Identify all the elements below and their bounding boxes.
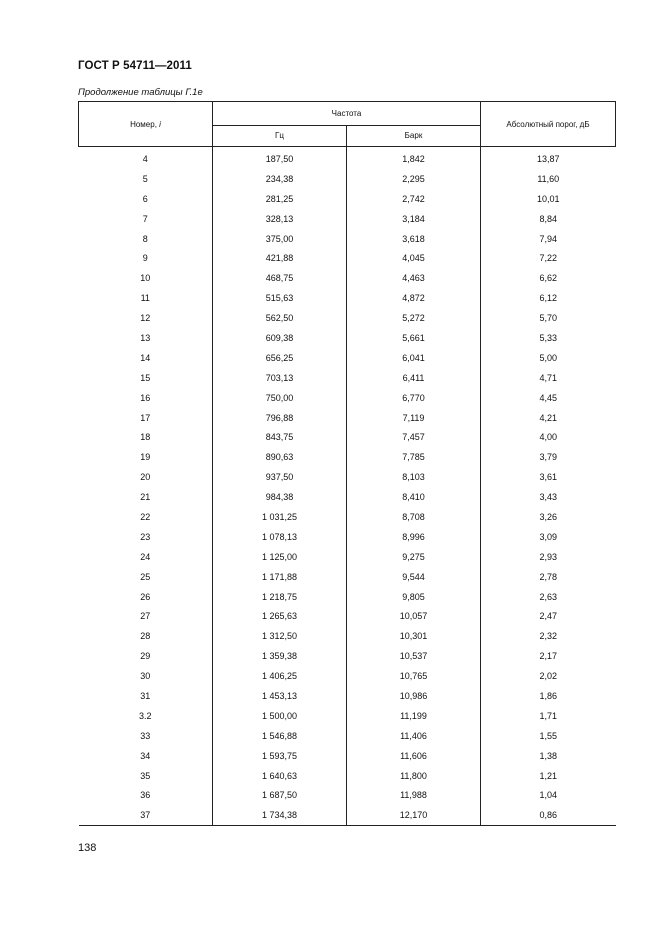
cell-bark: 9,544 xyxy=(347,567,481,587)
cell-bark: 8,708 xyxy=(347,507,481,527)
cell-number: 28 xyxy=(79,626,213,646)
cell-hz: 1 125,00 xyxy=(213,547,347,567)
table-row xyxy=(79,408,616,428)
cell-number: 31 xyxy=(79,686,213,706)
cell-number: 6 xyxy=(79,189,213,209)
cell-hz: 656,25 xyxy=(213,348,347,368)
cell-abs-threshold: 1,04 xyxy=(481,786,616,806)
cell-abs-threshold: 0,86 xyxy=(481,805,616,825)
cell-number: 33 xyxy=(79,726,213,746)
cell-hz: 1 593,75 xyxy=(213,746,347,766)
cell-number: 21 xyxy=(79,487,213,507)
cell-hz: 515,63 xyxy=(213,288,347,308)
cell-number: 23 xyxy=(79,527,213,547)
cell-hz: 1 078,13 xyxy=(213,527,347,547)
cell-bark: 6,770 xyxy=(347,388,481,408)
cell-abs-threshold: 1,86 xyxy=(481,686,616,706)
cell-bark: 2,295 xyxy=(347,169,481,189)
cell-abs-threshold: 2,32 xyxy=(481,626,616,646)
table-row xyxy=(79,388,616,408)
table-row xyxy=(79,248,616,268)
cell-abs-threshold: 2,93 xyxy=(481,547,616,567)
cell-abs-threshold: 3,43 xyxy=(481,487,616,507)
header-number xyxy=(79,102,213,147)
cell-number: 15 xyxy=(79,368,213,388)
header-abs-threshold: Абсолютный порог, дБ xyxy=(481,102,616,147)
table-row xyxy=(79,726,616,746)
cell-number: 7 xyxy=(79,209,213,229)
cell-hz: 1 546,88 xyxy=(213,726,347,746)
cell-number: 3.2 xyxy=(79,706,213,726)
cell-bark: 3,618 xyxy=(347,229,481,249)
table-row xyxy=(79,427,616,447)
cell-abs-threshold: 2,17 xyxy=(481,646,616,666)
cell-bark: 8,103 xyxy=(347,467,481,487)
page-number: 138 xyxy=(78,842,97,854)
cell-abs-threshold: 10,01 xyxy=(481,189,616,209)
cell-bark: 12,170 xyxy=(347,805,481,825)
cell-hz: 375,00 xyxy=(213,229,347,249)
document-code: ГОСТ Р 54711—2011 xyxy=(78,60,192,72)
cell-number: 29 xyxy=(79,646,213,666)
cell-abs-threshold: 1,55 xyxy=(481,726,616,746)
cell-bark: 6,041 xyxy=(347,348,481,368)
cell-bark: 9,275 xyxy=(347,547,481,567)
cell-abs-threshold: 2,78 xyxy=(481,567,616,587)
cell-bark: 11,606 xyxy=(347,746,481,766)
cell-bark: 11,406 xyxy=(347,726,481,746)
table-row xyxy=(79,147,616,169)
cell-hz: 1 171,88 xyxy=(213,567,347,587)
cell-hz: 1 406,25 xyxy=(213,666,347,686)
cell-bark: 7,119 xyxy=(347,408,481,428)
table-row xyxy=(79,587,616,607)
cell-number: 19 xyxy=(79,447,213,467)
cell-hz: 1 687,50 xyxy=(213,786,347,806)
cell-bark: 8,996 xyxy=(347,527,481,547)
cell-hz: 890,63 xyxy=(213,447,347,467)
cell-abs-threshold: 4,45 xyxy=(481,388,616,408)
cell-abs-threshold: 3,79 xyxy=(481,447,616,467)
cell-hz: 750,00 xyxy=(213,388,347,408)
cell-bark: 7,457 xyxy=(347,427,481,447)
cell-number: 9 xyxy=(79,248,213,268)
cell-abs-threshold: 5,33 xyxy=(481,328,616,348)
cell-bark: 11,199 xyxy=(347,706,481,726)
cell-number: 12 xyxy=(79,308,213,328)
cell-number: 30 xyxy=(79,666,213,686)
cell-hz: 843,75 xyxy=(213,427,347,447)
cell-bark: 5,661 xyxy=(347,328,481,348)
cell-hz: 562,50 xyxy=(213,308,347,328)
table-row xyxy=(79,527,616,547)
cell-abs-threshold: 3,26 xyxy=(481,507,616,527)
cell-hz: 468,75 xyxy=(213,268,347,288)
cell-hz: 703,13 xyxy=(213,368,347,388)
table-row xyxy=(79,348,616,368)
cell-bark: 10,986 xyxy=(347,686,481,706)
cell-abs-threshold: 8,84 xyxy=(481,209,616,229)
cell-abs-threshold: 5,70 xyxy=(481,308,616,328)
cell-bark: 8,410 xyxy=(347,487,481,507)
cell-abs-threshold: 1,21 xyxy=(481,766,616,786)
cell-bark: 10,537 xyxy=(347,646,481,666)
cell-bark: 11,988 xyxy=(347,786,481,806)
cell-bark: 9,805 xyxy=(347,587,481,607)
cell-number: 16 xyxy=(79,388,213,408)
table-row xyxy=(79,447,616,467)
cell-hz: 1 640,63 xyxy=(213,766,347,786)
cell-hz: 421,88 xyxy=(213,248,347,268)
cell-hz: 187,50 xyxy=(213,147,347,169)
cell-bark: 10,057 xyxy=(347,606,481,626)
cell-abs-threshold: 5,00 xyxy=(481,348,616,368)
table-header xyxy=(79,102,616,147)
cell-number: 25 xyxy=(79,567,213,587)
cell-number: 37 xyxy=(79,805,213,825)
table-row xyxy=(79,567,616,587)
table-row xyxy=(79,229,616,249)
cell-hz: 1 359,38 xyxy=(213,646,347,666)
cell-number: 8 xyxy=(79,229,213,249)
cell-bark: 4,872 xyxy=(347,288,481,308)
cell-hz: 1 312,50 xyxy=(213,626,347,646)
cell-number: 5 xyxy=(79,169,213,189)
table-row xyxy=(79,786,616,806)
cell-bark: 6,411 xyxy=(347,368,481,388)
table-row xyxy=(79,268,616,288)
cell-bark: 2,742 xyxy=(347,189,481,209)
cell-number: 35 xyxy=(79,766,213,786)
table-row xyxy=(79,646,616,666)
cell-abs-threshold: 1,71 xyxy=(481,706,616,726)
cell-abs-threshold: 2,47 xyxy=(481,606,616,626)
table-row xyxy=(79,606,616,626)
cell-abs-threshold: 4,71 xyxy=(481,368,616,388)
table-row xyxy=(79,766,616,786)
cell-abs-threshold: 3,09 xyxy=(481,527,616,547)
table-row xyxy=(79,547,616,567)
cell-number: 24 xyxy=(79,547,213,567)
caption-text: Продолжение таблицы Г.1е xyxy=(78,87,203,98)
table-body xyxy=(79,147,616,826)
header-frequency: Частота xyxy=(213,102,481,126)
cell-hz: 234,38 xyxy=(213,169,347,189)
table-row xyxy=(79,507,616,527)
table-row xyxy=(79,487,616,507)
cell-abs-threshold: 6,62 xyxy=(481,268,616,288)
table-row xyxy=(79,626,616,646)
cell-abs-threshold: 7,22 xyxy=(481,248,616,268)
cell-abs-threshold: 6,12 xyxy=(481,288,616,308)
table-row xyxy=(79,746,616,766)
cell-number: 4 xyxy=(79,147,213,169)
cell-number: 13 xyxy=(79,328,213,348)
cell-abs-threshold: 4,21 xyxy=(481,408,616,428)
cell-number: 14 xyxy=(79,348,213,368)
table-row xyxy=(79,308,616,328)
cell-number: 27 xyxy=(79,606,213,626)
table-row xyxy=(79,666,616,686)
cell-hz: 984,38 xyxy=(213,487,347,507)
cell-abs-threshold: 2,02 xyxy=(481,666,616,686)
cell-abs-threshold: 2,63 xyxy=(481,587,616,607)
header-hz: Гц xyxy=(213,125,347,146)
cell-hz: 1 500,00 xyxy=(213,706,347,726)
cell-abs-threshold: 11,60 xyxy=(481,169,616,189)
cell-number: 36 xyxy=(79,786,213,806)
cell-bark: 10,301 xyxy=(347,626,481,646)
cell-number: 10 xyxy=(79,268,213,288)
cell-hz: 1 734,38 xyxy=(213,805,347,825)
cell-abs-threshold: 3,61 xyxy=(481,467,616,487)
cell-hz: 937,50 xyxy=(213,467,347,487)
cell-bark: 11,800 xyxy=(347,766,481,786)
table-row xyxy=(79,288,616,308)
cell-bark: 4,463 xyxy=(347,268,481,288)
cell-hz: 1 218,75 xyxy=(213,587,347,607)
table-row xyxy=(79,368,616,388)
table-caption xyxy=(78,87,203,98)
cell-number: 22 xyxy=(79,507,213,527)
cell-bark: 7,785 xyxy=(347,447,481,467)
cell-number: 18 xyxy=(79,427,213,447)
threshold-table xyxy=(78,101,616,826)
cell-bark: 10,765 xyxy=(347,666,481,686)
cell-number: 11 xyxy=(79,288,213,308)
cell-abs-threshold: 13,87 xyxy=(481,147,616,169)
cell-number: 20 xyxy=(79,467,213,487)
cell-abs-threshold: 1,38 xyxy=(481,746,616,766)
header-number-variable: i xyxy=(159,119,161,129)
cell-hz: 1 031,25 xyxy=(213,507,347,527)
cell-bark: 5,272 xyxy=(347,308,481,328)
table-row xyxy=(79,169,616,189)
table-row xyxy=(79,686,616,706)
table-row xyxy=(79,209,616,229)
cell-bark: 3,184 xyxy=(347,209,481,229)
table-row xyxy=(79,328,616,348)
header-bark: Барк xyxy=(347,125,481,146)
cell-hz: 328,13 xyxy=(213,209,347,229)
cell-hz: 281,25 xyxy=(213,189,347,209)
header-number-label: Номер, xyxy=(130,119,160,129)
table-row xyxy=(79,467,616,487)
cell-hz: 1 453,13 xyxy=(213,686,347,706)
cell-number: 26 xyxy=(79,587,213,607)
table-row xyxy=(79,706,616,726)
cell-hz: 609,38 xyxy=(213,328,347,348)
cell-abs-threshold: 4,00 xyxy=(481,427,616,447)
cell-abs-threshold: 7,94 xyxy=(481,229,616,249)
cell-number: 17 xyxy=(79,408,213,428)
table-row xyxy=(79,189,616,209)
cell-number: 34 xyxy=(79,746,213,766)
cell-hz: 1 265,63 xyxy=(213,606,347,626)
cell-bark: 1,842 xyxy=(347,147,481,169)
cell-bark: 4,045 xyxy=(347,248,481,268)
table-row xyxy=(79,805,616,825)
cell-hz: 796,88 xyxy=(213,408,347,428)
